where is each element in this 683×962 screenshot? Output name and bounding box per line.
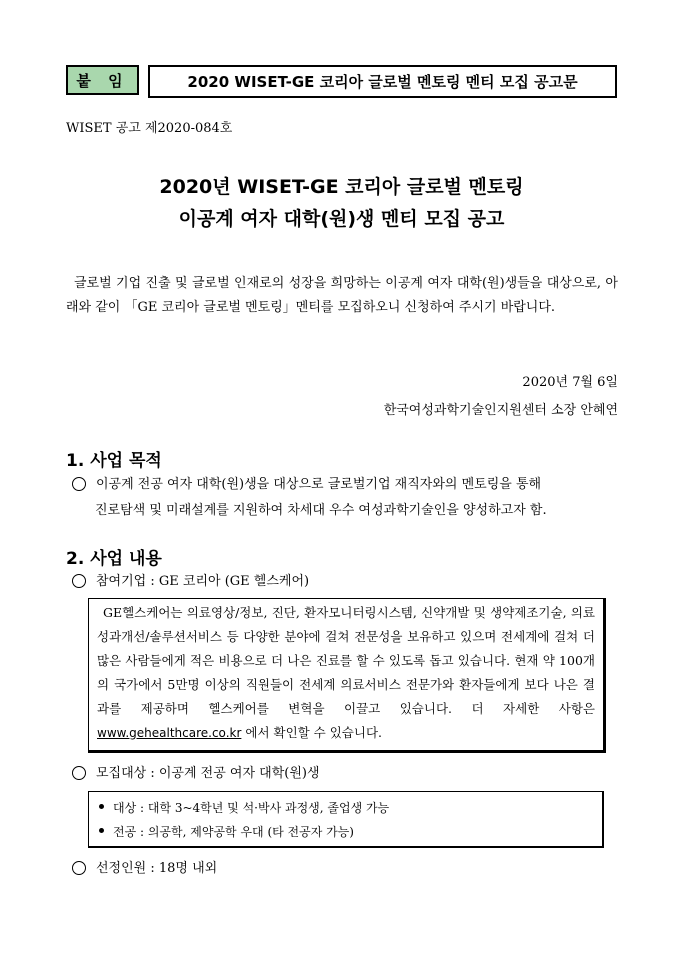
target-details-box [88, 791, 604, 848]
attachment-tag-label: 붙 임 [76, 71, 129, 90]
company-description: GE헬스케어는 의료영상/정보, 진단, 환자모니터링시스템, 신약개발 및 생약제조기술, 의료 성과개선/솔루션서비스 등 다양한 분야에 걸쳐 전문성을 보유하고 있으며 전세계에 걸쳐 더 많은 사람들에게 적은 비용으로 더 나은 진료를 할 수 있도록 돕고 있습니다. 현재 약 100개의 국가에서 5만명 이상의 직원들이 전세계 의료서비스 전문가와 환자들에게 보다 나은 결과를 제공하며 헬스케어를 변혁을 이끌고 있습니다. 더 자세한 사항은 [97, 605, 595, 716]
company-item [72, 570, 309, 594]
target-detail-item: 대상 : 대학 3~4학년 및 석·박사 과정생, 졸업생 가능 [99, 796, 602, 820]
section1-line1: 이공계 전공 여자 대학(원)생을 대상으로 글로벌기업 재직자와의 멘토링을 통해 [96, 477, 542, 492]
document-header-title [148, 65, 617, 98]
selection-label: 선정인원 : 18명 내외 [96, 861, 218, 876]
bullet-icon [99, 804, 104, 809]
circle-bullet-icon [72, 766, 86, 780]
notice-number: WISET 공고 제2020-084호 [66, 121, 233, 136]
target-detail-item: 전공 : 의공학, 제약공학 우대 (타 전공자 가능) [99, 820, 602, 844]
intro-text: 글로벌 기업 진출 및 글로벌 인재로의 성장을 희망하는 이공계 여자 대학(원)생들을 대상으로, 아래와 같이 「GE 코리아 글로벌 멘토링」멘티를 모집하오니 신청하여 주시기 바랍니다. [66, 276, 618, 315]
announcement-date: 2020년 7월 6일 [522, 375, 618, 390]
target-item [72, 762, 320, 786]
section1-purpose [72, 472, 618, 524]
document-header-title-text: 2020 WISET-GE 코리아 글로벌 멘토링 멘티 모집 공고문 [187, 73, 578, 91]
circle-bullet-icon [72, 574, 86, 588]
attachment-tag [66, 65, 139, 95]
section1-line2: 진로탐색 및 미래설계를 지원하여 차세대 우수 여성과학기술인을 양성하고자 함. [95, 503, 547, 518]
circle-bullet-icon [72, 477, 86, 491]
company-description-end: 에서 확인할 수 있습니다. [241, 725, 383, 740]
company-label: 참여기업 : GE 코리아 (GE 헬스케어) [96, 574, 310, 589]
company-description-box [88, 598, 606, 753]
signature: 한국여성과학기술인지원센터 소장 안혜연 [383, 403, 618, 418]
main-title-line1: 2020년 WISET-GE 코리아 글로벌 멘토링 [159, 176, 524, 198]
company-website-link[interactable]: www.gehealthcare.co.kr [97, 726, 242, 740]
selection-item [72, 857, 217, 881]
section1-heading: 1. 사업 목적 [66, 451, 162, 471]
bullet-icon [99, 828, 104, 833]
circle-bullet-icon [72, 861, 86, 875]
target-label: 모집대상 : 이공계 전공 여자 대학(원)생 [96, 766, 320, 781]
section2-heading: 2. 사업 내용 [66, 549, 162, 569]
main-title-line2: 이공계 여자 대학(원)생 멘티 모집 공고 [178, 208, 505, 230]
intro-paragraph [66, 272, 618, 320]
